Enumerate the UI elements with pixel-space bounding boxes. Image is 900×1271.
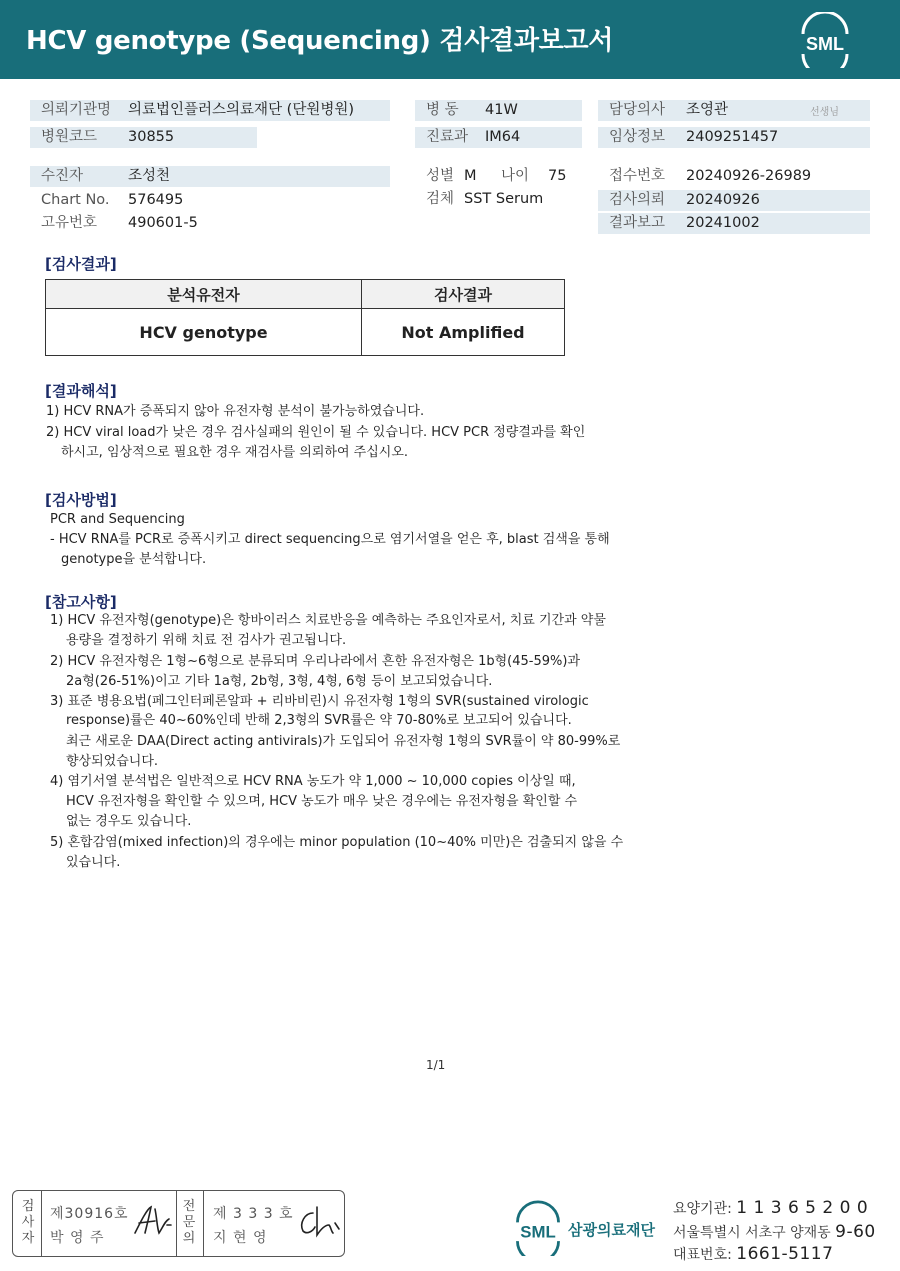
specialist-number: 제 3 3 3 호 [213,1206,294,1222]
reference-line: 2a형(26-51%)이고 기타 1a형, 2b형, 3형, 4형, 6형 등이 보고되었습니다. [66,674,493,689]
reference-line: 1) HCV 유전자형(genotype)은 항바이러스 치료반응을 예측하는 주요인자로서, 치료 기간과 약물 [50,613,606,628]
doctor-field: 담당의사 조영관 선생님 [598,100,870,121]
reference-line: 최근 새로운 DAA(Direct acting antivirals)가 도입되어 유전자형 1형의 SVR률이 약 80-99%로 [66,734,621,749]
sml-logo-icon [795,12,855,68]
examiner-name: 박 영 주 [50,1230,105,1246]
reference-title: [참고사항] [45,593,117,611]
age-field: 나이 75 [501,168,567,184]
method-line: - HCV RNA를 PCR로 증폭시키고 direct sequencing으로 염기서열을 얻은 후, blast 검색을 통해 [50,532,610,547]
reference-line: HCV 유전자형을 확인할 수 있으며, HCV 농도가 매우 낮은 경우에는 유전자형을 확인할 수 [66,794,578,809]
header-logo-text: SML [806,34,844,54]
results-header-row [46,280,565,309]
examiner-number: 제30916호 [50,1206,129,1222]
examiner-label: 검사자 [21,1199,35,1246]
footer-code: 요양기관: 1 1 3 6 5 2 0 0 [673,1198,869,1218]
reference-line: 있습니다. [66,855,121,870]
sex-field: 성별 M [426,168,477,184]
report-header [0,0,900,79]
reference-line: 없는 경우도 있습니다. [66,814,192,829]
reference-line: 2) HCV 유전자형은 1형~6형으로 분류되며 우리나라에서 흔한 유전자형은 1b형(45-59%)과 [50,654,580,669]
request-date-field: 검사의뢰 20240926 [598,190,870,211]
footer-phone: 대표번호: 1661-5117 [673,1244,834,1264]
institution-field: 의뢰기관명 의료법인플러스의료재단 (단원병원) [30,100,390,121]
method-line: genotype을 분석합니다. [61,552,207,567]
reference-line: 5) 혼합감염(mixed infection)의 경우에는 minor population (10~40% 미만)은 검출되지 않을 수 [50,835,624,850]
gene-column-header: 분석유전자 [46,280,362,309]
clinical-info-field: 임상정보 2409251457 [598,127,870,148]
footer-logo-text: SML [520,1222,556,1242]
reference-line: response)률은 40~60%인데 반해 2,3형의 SVR률은 약 70-80%로 보고되어 있습니다. [66,713,572,728]
specialist-name: 지 현 영 [213,1230,268,1246]
reference-line: 3) 표준 병용요법(페그인터페론알파 + 리바비린)시 유전자형 1형의 SVR(sustained virologic [50,694,589,709]
footer-org-name: 삼광의료재단 [568,1221,655,1239]
reference-line: 향상되었습니다. [66,754,159,769]
department-field: 진료과 IM64 [415,127,582,148]
interpretation-line: 하시고, 임상적으로 필요한 경우 재검사를 의뢰하여 주십시오. [61,445,409,460]
report-date-field: 결과보고 20241002 [598,213,870,234]
reference-line: 4) 염기서열 분석법은 일반적으로 HCV RNA 농도가 약 1,000 ~ 10,000 copies 이상일 때, [50,774,576,789]
hospital-code-field: 병원코드 30855 [30,127,257,148]
specialist-label: 전문의 [182,1199,196,1246]
results-table [45,279,565,356]
interpretation-title: [결과해석] [45,382,117,400]
footer-logo [510,1200,670,1256]
method-line: PCR and Sequencing [50,512,185,527]
interpretation-line: 2) HCV viral load가 낮은 경우 검사실패의 원인이 될 수 있습니다. HCV PCR 정량결과를 확인 [46,425,586,440]
interpretation-line: 1) HCV RNA가 증폭되지 않아 유전자형 분석이 불가능하였습니다. [46,404,425,419]
unique-no-field: 고유번호 490601-5 [41,215,198,231]
specialist-signature-icon [295,1203,341,1239]
examiner-signature-icon [131,1203,175,1239]
result-cell: Not Amplified [362,309,565,356]
reference-line: 용량을 결정하기 위해 치료 전 검사가 권고됩니다. [66,633,347,648]
table-row [46,309,565,356]
report-title: HCV genotype (Sequencing) 검사결과보고서 [26,26,614,56]
specimen-field: 검체 SST Serum [426,191,544,207]
method-title: [검사방법] [45,491,117,509]
page-number: 1/1 [426,1058,446,1072]
result-column-header: 검사결과 [362,280,565,309]
gene-cell: HCV genotype [46,309,362,356]
footer-sml-logo-icon [510,1200,566,1256]
receipt-no-field: 접수번호 20240926-26989 [609,168,812,184]
ward-field: 병 동 41W [415,100,582,121]
signature-box [12,1190,345,1257]
patient-field: 수진자 조성천 [30,166,390,187]
footer-address: 서울특별시 서초구 양재동 9-60 [673,1222,876,1242]
chart-no-field: Chart No. 576495 [41,192,184,208]
results-title: [검사결과] [45,255,117,273]
